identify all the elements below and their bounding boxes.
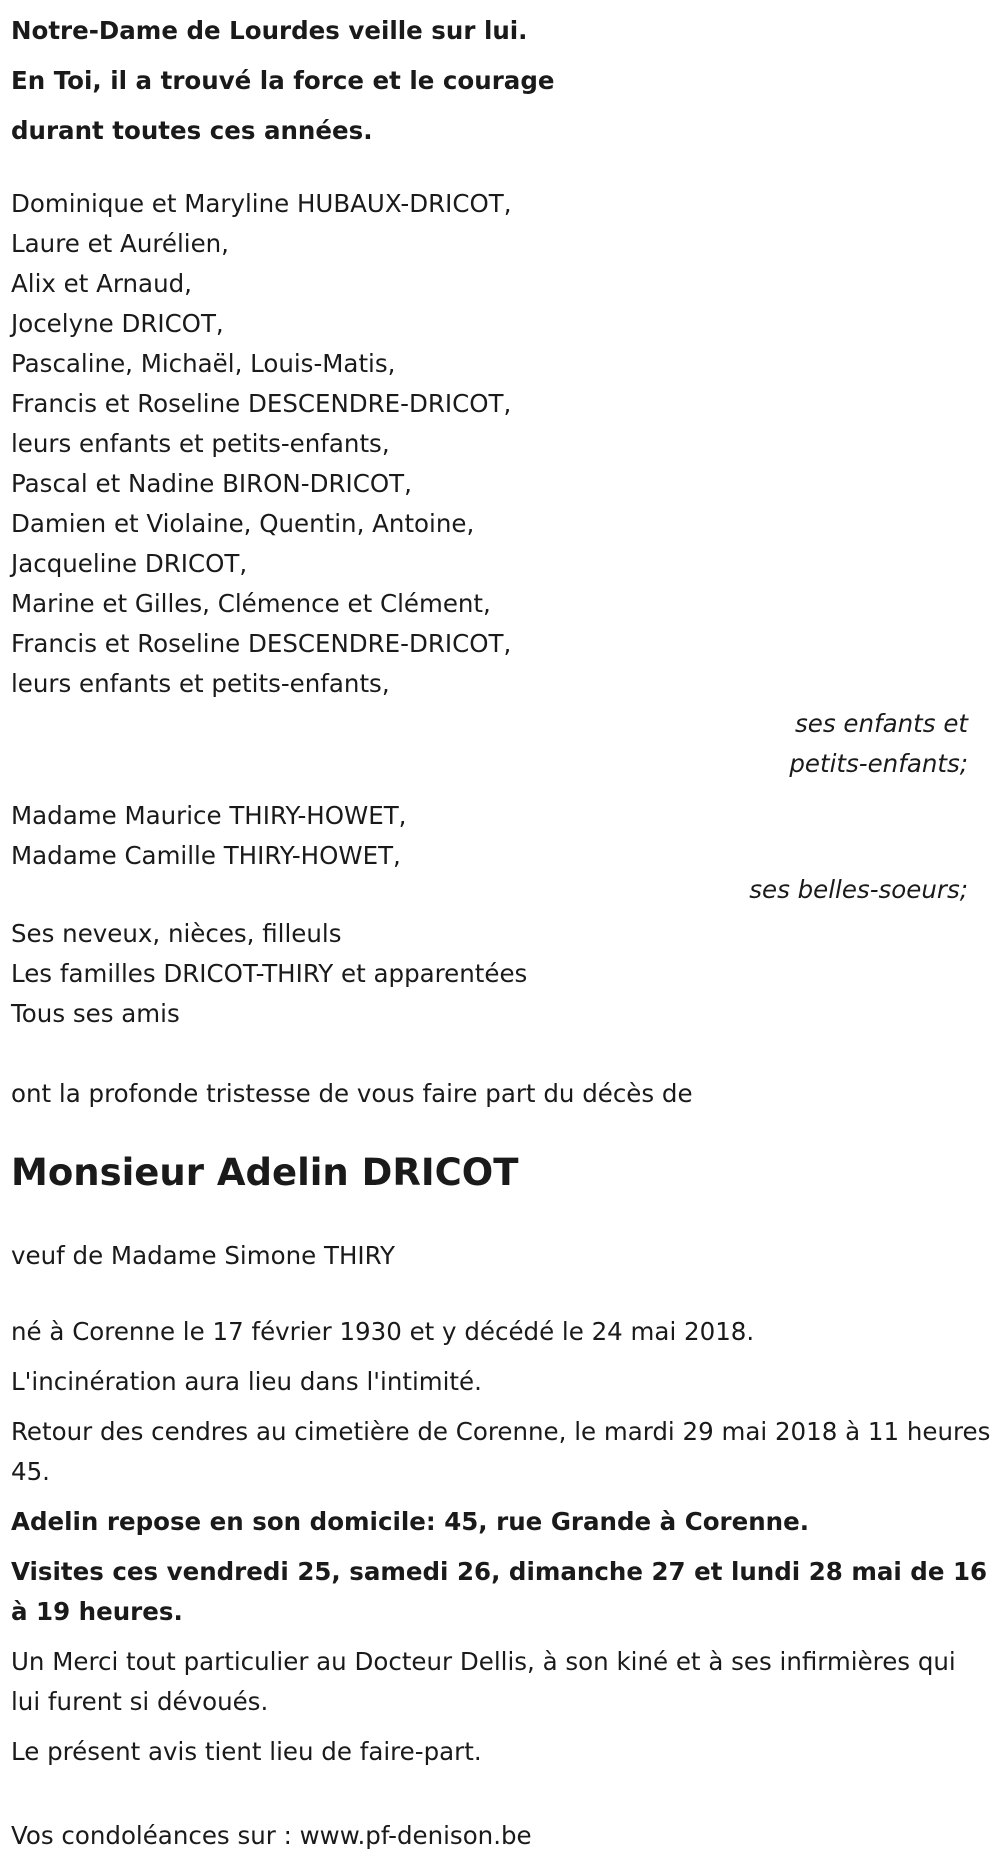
- sisters-in-law-role: [0, 870, 984, 910]
- family-member: Alix et Arnaud,: [11, 269, 192, 298]
- family-member: Jocelyne DRICOT,: [11, 309, 224, 338]
- condolences: Vos condoléances sur : www.pf-denison.be: [11, 1821, 532, 1850]
- family-member: Madame Camille THIRY-HOWET,: [11, 841, 401, 870]
- ashes-info: Retour des cendres au cimetière de Corenne, le mardi 29 mai 2018 à 11 heures 45.: [11, 1417, 991, 1486]
- relative-line: Les familles DRICOT-THIRY et apparentées: [11, 959, 528, 988]
- birth-death: né à Corenne le 17 février 1930 et y décédé le 24 mai 2018.: [11, 1317, 755, 1346]
- family-member: Francis et Roseline DESCENDRE-DRICOT,: [11, 629, 512, 658]
- role-line: ses enfants et: [795, 709, 968, 738]
- verse-line: durant toutes ces années.: [11, 116, 373, 145]
- family-member: Jacqueline DRICOT,: [11, 549, 248, 578]
- family-member: Francis et Roseline DESCENDRE-DRICOT,: [11, 389, 512, 418]
- thanks: Un Merci tout particulier au Docteur Dellis, à son kiné et à ses infirmières qui lui furent si dévoués.: [11, 1647, 956, 1716]
- family-member: Pascaline, Michaël, Louis-Matis,: [11, 349, 396, 378]
- widower-of: veuf de Madame Simone THIRY: [11, 1241, 396, 1270]
- role-line: ses belles-soeurs;: [749, 875, 968, 904]
- notice: Le présent avis tient lieu de faire-part.: [11, 1737, 482, 1766]
- sisters-in-law-list: [11, 796, 1000, 876]
- family-member: Madame Maurice THIRY-HOWET,: [11, 801, 407, 830]
- other-relatives: [11, 914, 1000, 1034]
- rest-location: Adelin repose en son domicile: 45, rue Grande à Corenne.: [11, 1507, 810, 1536]
- deceased-name: Monsieur Adelin DRICOT: [11, 1151, 519, 1194]
- verse: [11, 6, 1000, 156]
- children-role: [0, 704, 984, 784]
- family-member: Laure et Aurélien,: [11, 229, 229, 258]
- family-member: leurs enfants et petits-enfants,: [11, 429, 390, 458]
- relative-line: Ses neveux, nièces, filleuls: [11, 919, 342, 948]
- family-member: Marine et Gilles, Clémence et Clément,: [11, 589, 491, 618]
- verse-line: Notre-Dame de Lourdes veille sur lui.: [11, 16, 528, 45]
- obituary-page: [0, 6, 1000, 1850]
- announcement: ont la profonde tristesse de vous faire part du décès de: [11, 1079, 693, 1108]
- children-list: [11, 184, 1000, 704]
- family-member: Dominique et Maryline HUBAUX-DRICOT,: [11, 189, 512, 218]
- visits-info: Visites ces vendredi 25, samedi 26, dimanche 27 et lundi 28 mai de 16 à 19 heures.: [11, 1557, 988, 1626]
- role-line: petits-enfants;: [789, 749, 968, 778]
- cremation-info: L'incinération aura lieu dans l'intimité.: [11, 1367, 482, 1396]
- verse-line: En Toi, il a trouvé la force et le courage: [11, 66, 555, 95]
- family-member: Pascal et Nadine BIRON-DRICOT,: [11, 469, 412, 498]
- family-member: leurs enfants et petits-enfants,: [11, 669, 390, 698]
- family-member: Damien et Violaine, Quentin, Antoine,: [11, 509, 475, 538]
- relative-line: Tous ses amis: [11, 999, 180, 1028]
- details: [11, 1312, 1000, 1772]
